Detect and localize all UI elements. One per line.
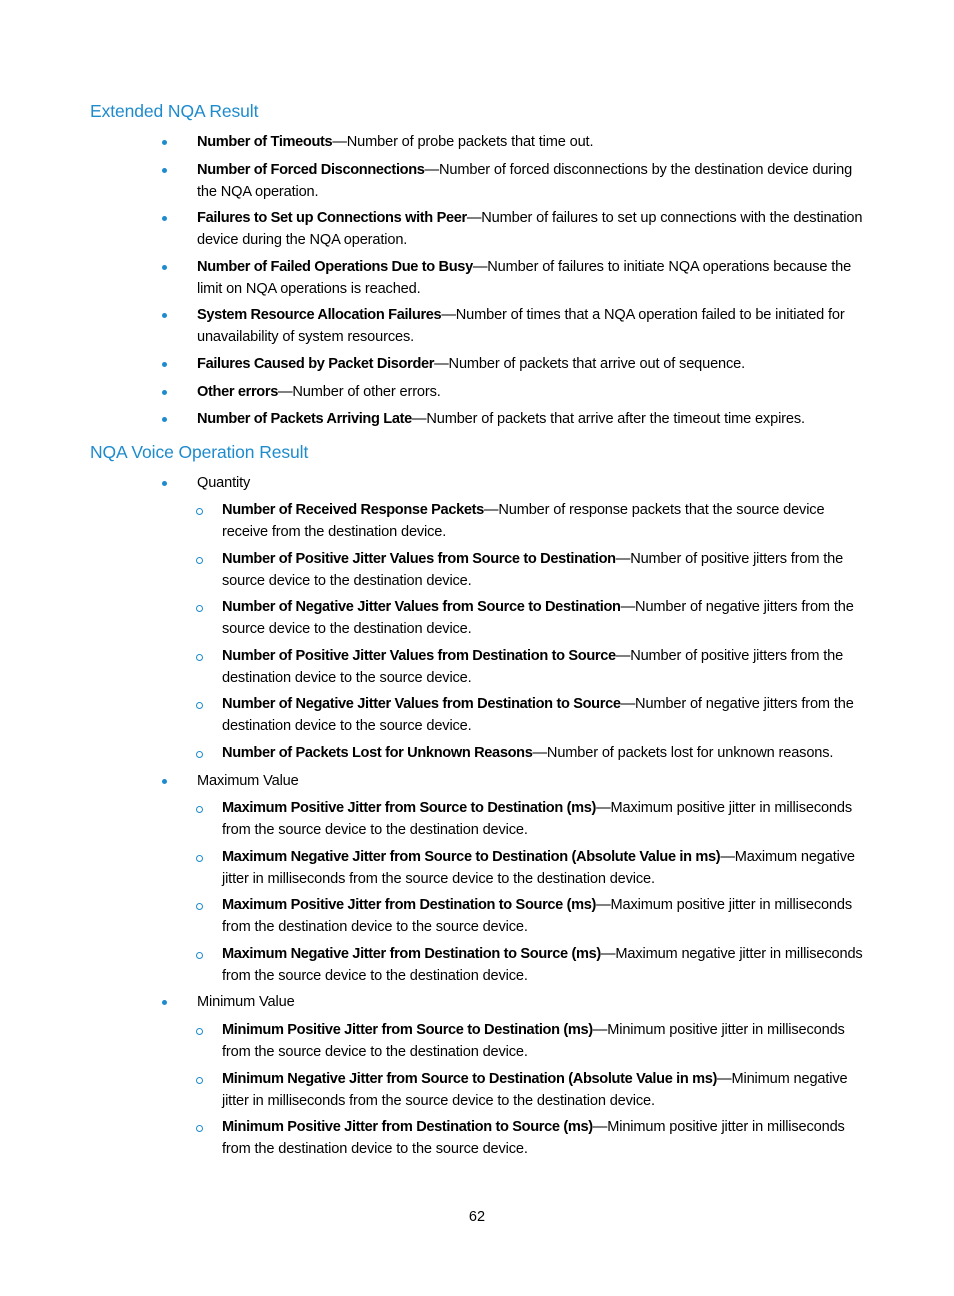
item-term: Maximum Negative Jitter from Source to Destination (Absolute Value in ms) — [222, 849, 721, 865]
bullet-icon — [162, 140, 167, 145]
item-term: Maximum Positive Jitter from Source to Destination (ms) — [222, 800, 597, 816]
list-item — [222, 944, 867, 992]
item-term: Number of Positive Jitter Values from Destination to Source — [222, 648, 616, 664]
item-desc: —Minimum positive jitter in milliseconds from the source device to the destination device. — [222, 1022, 845, 1060]
bullet-icon — [162, 362, 167, 367]
item-desc: —Maximum negative jitter in milliseconds from the source device to the destination device. — [222, 849, 855, 887]
item-term: Minimum Positive Jitter from Destination to Source (ms) — [222, 1119, 593, 1135]
list-item — [222, 597, 867, 646]
circle-bullet-icon — [196, 855, 203, 862]
group-minimum — [197, 992, 869, 1020]
group-quantity — [197, 473, 869, 500]
circle-bullet-icon — [196, 654, 203, 661]
list-item — [197, 305, 869, 354]
list-item — [222, 646, 867, 694]
item-term: Minimum Positive Jitter from Source to Destination (ms) — [222, 1022, 593, 1038]
circle-bullet-icon — [196, 806, 203, 813]
circle-bullet-icon — [196, 1077, 203, 1084]
list-item — [197, 354, 869, 382]
item-term: Number of Failed Operations Due to Busy — [197, 259, 473, 275]
list-item — [197, 132, 869, 160]
item-term: Failures to Set up Connections with Peer — [197, 210, 467, 226]
item-desc: —Number of forced disconnections by the destination device during the NQA operation. — [197, 162, 853, 200]
circle-bullet-icon — [196, 1028, 203, 1035]
list-item — [197, 160, 869, 208]
item-term: Number of Packets Lost for Unknown Reasons — [222, 745, 533, 761]
item-desc: —Number of negative jitters from the destination device to the source device. — [222, 696, 854, 734]
list-item — [222, 895, 867, 944]
voice-result-heading: NQA Voice Operation Result — [90, 442, 309, 462]
item-desc: —Maximum negative jitter in milliseconds from the source device to the destination device. — [222, 946, 863, 984]
item-desc: —Number of positive jitters from the source device to the destination device. — [222, 551, 844, 589]
item-term: Number of Packets Arriving Late — [197, 411, 412, 427]
item-term: Number of Negative Jitter Values from Destination to Source — [222, 696, 621, 712]
list-item — [222, 1069, 867, 1117]
list-item — [222, 1020, 867, 1069]
page-number: 62 — [468, 1209, 486, 1225]
item-desc: —Maximum positive jitter in milliseconds from the destination device to the source device. — [222, 897, 853, 935]
list-item — [222, 743, 867, 771]
circle-bullet-icon — [196, 605, 203, 612]
list-item — [222, 694, 867, 743]
item-desc: —Number of other errors. — [277, 384, 441, 400]
circle-bullet-icon — [196, 508, 203, 515]
item-desc: —Number of negative jitters from the source device to the destination device. — [222, 599, 854, 637]
bullet-icon — [162, 216, 167, 221]
item-desc: —Number of packets that arrive after the timeout time expires. — [411, 411, 805, 427]
item-term: Maximum Positive Jitter from Destination to Source (ms) — [222, 897, 597, 913]
item-desc: —Minimum negative jitter in milliseconds from the source device to the destination device. — [222, 1071, 848, 1109]
item-term: Minimum Negative Jitter from Source to Destination (Absolute Value in ms) — [222, 1071, 718, 1087]
bullet-icon — [162, 1000, 167, 1005]
circle-bullet-icon — [196, 1125, 203, 1132]
item-desc: —Number of packets lost for unknown reasons. — [532, 745, 834, 761]
item-desc: —Number of response packets that the source device receive from the destination device. — [222, 502, 825, 540]
item-desc: —Number of packets that arrive out of sequence. — [434, 356, 746, 372]
item-desc: —Number of failures to set up connections with the destination device during the NQA operation. — [197, 210, 863, 248]
item-term: Other errors — [197, 384, 278, 400]
circle-bullet-icon — [196, 903, 203, 910]
list-item — [197, 257, 869, 305]
list-item — [197, 208, 869, 257]
bullet-icon — [162, 265, 167, 270]
bullet-icon — [162, 313, 167, 318]
bullet-icon — [162, 779, 167, 784]
bullet-icon — [162, 168, 167, 173]
list-item — [222, 1117, 867, 1161]
group-label: Quantity — [197, 475, 251, 491]
item-desc: —Maximum positive jitter in milliseconds from the source device to the destination device. — [222, 800, 853, 838]
list-item — [222, 798, 867, 847]
list-item — [197, 409, 869, 431]
bullet-icon — [162, 481, 167, 486]
group-label: Maximum Value — [197, 773, 299, 789]
item-term: Number of Forced Disconnections — [197, 162, 425, 178]
group-label: Minimum Value — [197, 994, 295, 1010]
item-term: Number of Timeouts — [197, 134, 333, 150]
circle-bullet-icon — [196, 557, 203, 564]
item-term: System Resource Allocation Failures — [197, 307, 442, 323]
item-desc: —Number of times that a NQA operation failed to be initiated for unavailability of system resources. — [197, 307, 845, 345]
circle-bullet-icon — [196, 751, 203, 758]
item-desc: —Number of failures to initiate NQA operations because the limit on NQA operations is reached. — [197, 259, 852, 297]
voice-result-list — [0, 473, 954, 1161]
circle-bullet-icon — [196, 952, 203, 959]
list-item — [222, 500, 867, 549]
item-term: Maximum Negative Jitter from Destination to Source (ms) — [222, 946, 601, 962]
list-item — [222, 549, 867, 597]
item-term: Number of Negative Jitter Values from Source to Destination — [222, 599, 621, 615]
item-term: Number of Received Response Packets — [222, 502, 484, 518]
item-desc: —Number of positive jitters from the destination device to the source device. — [222, 648, 844, 686]
item-term: Number of Positive Jitter Values from Source to Destination — [222, 551, 616, 567]
circle-bullet-icon — [196, 702, 203, 709]
item-term: Failures Caused by Packet Disorder — [197, 356, 435, 372]
item-desc: —Minimum positive jitter in milliseconds from the destination device to the source device. — [222, 1119, 845, 1157]
extended-nqa-list — [0, 132, 954, 431]
list-item — [222, 847, 867, 895]
bullet-icon — [162, 390, 167, 395]
bullet-icon — [162, 417, 167, 422]
group-maximum — [197, 771, 869, 798]
item-desc: —Number of probe packets that time out. — [332, 134, 594, 150]
list-item — [197, 382, 869, 409]
extended-nqa-heading: Extended NQA Result — [90, 101, 259, 121]
